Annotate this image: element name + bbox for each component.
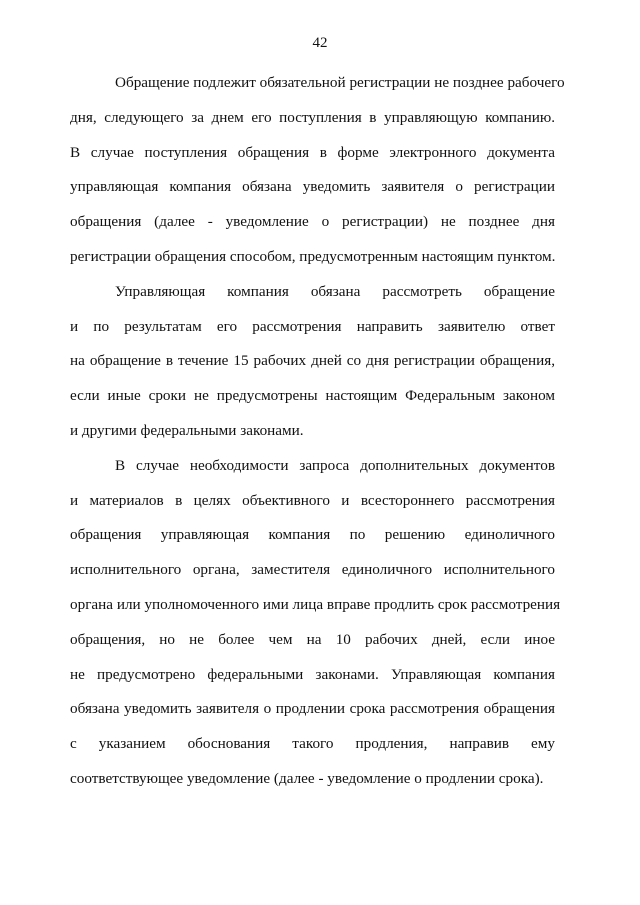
text-line: обязана уведомить заявителя о продлении срока рассмотрения обращения (70, 700, 555, 718)
text-line: и материалов в целях объективного и всестороннего рассмотрения (70, 491, 555, 509)
text-line: обращения управляющая компания по решению единоличного (70, 526, 555, 544)
text-line: В случае необходимости запроса дополнительных документов (115, 456, 555, 474)
text-line: управляющая компания обязана уведомить заявителя о регистрации (70, 178, 555, 196)
text-line: Обращение подлежит обязательной регистрации не позднее рабочего (115, 74, 565, 91)
text-line: и по результатам его рассмотрения направить заявителю ответ (70, 317, 555, 335)
text-line: соответствующее уведомление (далее - уведомление о продлении срока). (70, 769, 544, 787)
paragraph-registration (70, 66, 565, 275)
text-line: В случае поступления обращения в форме электронного документа (70, 143, 555, 161)
text-line: дня, следующего за днем его поступления в управляющую компанию. (70, 108, 555, 126)
paragraph-extension (70, 449, 561, 797)
text-line: Управляющая компания обязана рассмотреть обращение (115, 282, 555, 300)
text-line: обращения, но не более чем на 10 рабочих дней, если иное (70, 630, 555, 648)
text-line: регистрации обращения способом, предусмотренным настоящим пунктом. (70, 247, 556, 265)
text-line: если иные сроки не предусмотрены настоящим Федеральным законом (70, 387, 555, 405)
text-line: обращения (далее - уведомление о регистрации) не позднее дня (70, 213, 555, 231)
paragraph-review (70, 275, 555, 449)
text-line: с указанием обоснования такого продления, направив ему (70, 735, 555, 753)
text-line: на обращение в течение 15 рабочих дней со дня регистрации обращения, (70, 352, 555, 370)
text-line: и другими федеральными законами. (70, 421, 304, 439)
text-line: не предусмотрено федеральными законами. Управляющая компания (70, 665, 555, 683)
text-line: органа или уполномоченного ими лица вправе продлить срок рассмотрения (70, 595, 561, 613)
page-number: 42 (312, 35, 328, 51)
document-body (70, 66, 565, 797)
text-line: исполнительного органа, заместителя единоличного исполнительного (70, 561, 555, 579)
